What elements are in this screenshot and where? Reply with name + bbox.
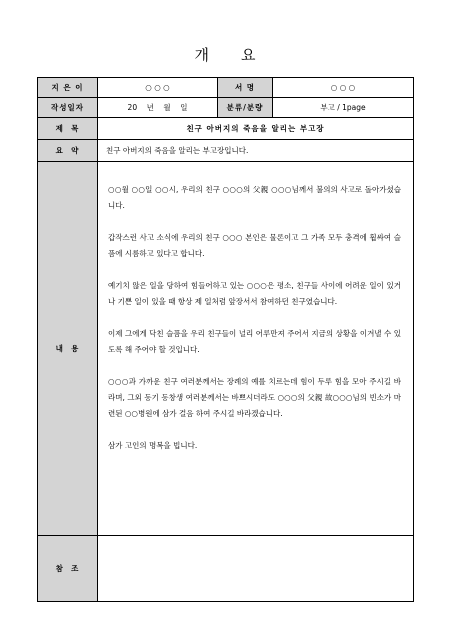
content-paragraph: ○○○과 가까운 친구 여러분께서는 장례의 예를 치르는데 힘이 두루 힘을 모아 주시길 바라며, 그외 동기 동창생 여러분께서는 바쁘시더라도 ○○○의 父親 故○○○님의 빈소가 마련된 ○○병원에 삼가 걸음 하여 주시길 바라겠습니다. (108, 377, 401, 418)
content-paragraph: 이제 그에게 닥친 슬픔을 우리 친구들이 널리 어루만져 주어서 지금의 상황을 이겨낼 수 있도록 해 주어야 할 것입니다. (108, 329, 401, 354)
subject-label: 제 목 (38, 118, 98, 140)
content-label: 내 용 (38, 162, 98, 536)
author-label: 지 은 이 (38, 78, 98, 98)
category-value[interactable]: 부고 / 1page (273, 98, 414, 118)
date-row (38, 98, 414, 118)
author-value[interactable]: ○ ○ ○ (98, 78, 218, 98)
title-char-1: 개 (194, 46, 209, 64)
content-paragraph: 삼가 고인의 명복을 빕니다. (108, 441, 198, 450)
content-paragraph: 갑작스런 사고 소식에 우리의 친구 ○○○ 본인은 물론이고 그 가족 모두 충격에 휩싸여 슬픔에 시름하고 있다고 합니다. (108, 233, 401, 258)
date-label: 작성일자 (38, 98, 98, 118)
category-label: 분류/분량 (218, 98, 273, 118)
signature-label: 서 명 (218, 78, 273, 98)
reference-value[interactable] (98, 536, 414, 602)
content-paragraph: ○○월 ○○일 ○○시, 우리의 친구 ○○○의 父親 ○○○님께서 불의의 사고로 돌아가셨습니다. (108, 185, 401, 210)
content-row (38, 162, 414, 536)
summary-value[interactable]: 친구 아버지의 죽음을 알리는 부고장입니다. (98, 140, 414, 162)
summary-label: 요 약 (38, 140, 98, 162)
content-body[interactable] (98, 162, 414, 536)
author-row (38, 78, 414, 98)
reference-label: 참 조 (38, 536, 98, 602)
reference-row (38, 536, 414, 602)
summary-row (38, 140, 414, 162)
subject-row (38, 118, 414, 140)
title-char-2: 요 (241, 46, 256, 64)
document-title (0, 44, 450, 65)
signature-value[interactable]: ○ ○ ○ (273, 78, 414, 98)
summary-form-table (37, 77, 414, 602)
date-value[interactable]: 20 년 월 일 (98, 98, 218, 118)
subject-value[interactable]: 친구 아버지의 죽음을 알리는 부고장 (98, 118, 414, 140)
content-paragraph: 예기치 않은 일을 당하여 힘들어하고 있는 ○○○은 평소, 친구들 사이에 어려운 일이 있거나 기쁜 일이 있을 때 항상 제 일처럼 앞장서서 참여하던 친구였습니다. (108, 281, 401, 306)
